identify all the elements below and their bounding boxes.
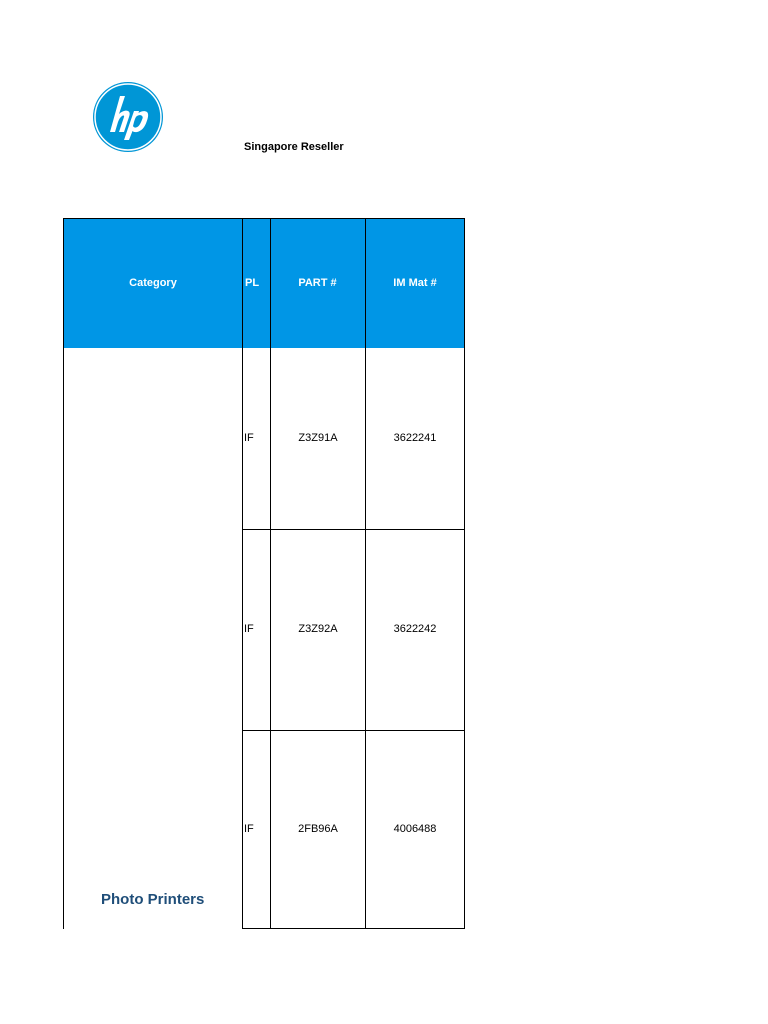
column-header-pl: PL	[245, 277, 260, 289]
row-2-im-mat: 3622242	[393, 623, 437, 635]
column-header-im-mat: IM Mat #	[393, 277, 437, 289]
row-divider-1	[242, 529, 465, 530]
table-header	[63, 218, 465, 348]
row-3-part: 2FB96A	[298, 823, 338, 835]
category-label: Photo Printers	[101, 891, 205, 908]
column-divider-part	[365, 218, 366, 929]
hp-logo-icon	[93, 82, 163, 152]
row-2-pl: IF	[244, 623, 254, 635]
row-1-im-mat: 3622241	[393, 432, 437, 444]
row-1-pl: IF	[244, 432, 254, 444]
row-1-part: Z3Z91A	[298, 432, 338, 444]
column-header-part: PART #	[298, 277, 337, 289]
row-3-im-mat: 4006488	[393, 823, 437, 835]
row-3-pl: IF	[244, 823, 254, 835]
table-border-bottom	[242, 928, 465, 929]
column-header-category: Category	[129, 277, 177, 289]
row-2-part: Z3Z92A	[298, 623, 338, 635]
table-border-left	[63, 218, 64, 929]
table-border-top	[63, 218, 465, 219]
hp-logo	[93, 82, 163, 152]
table-border-right	[464, 218, 465, 929]
column-divider-pl	[270, 218, 271, 929]
page-subtitle: Singapore Reseller	[244, 141, 344, 153]
column-divider-category	[242, 218, 243, 929]
row-divider-2	[242, 730, 465, 731]
